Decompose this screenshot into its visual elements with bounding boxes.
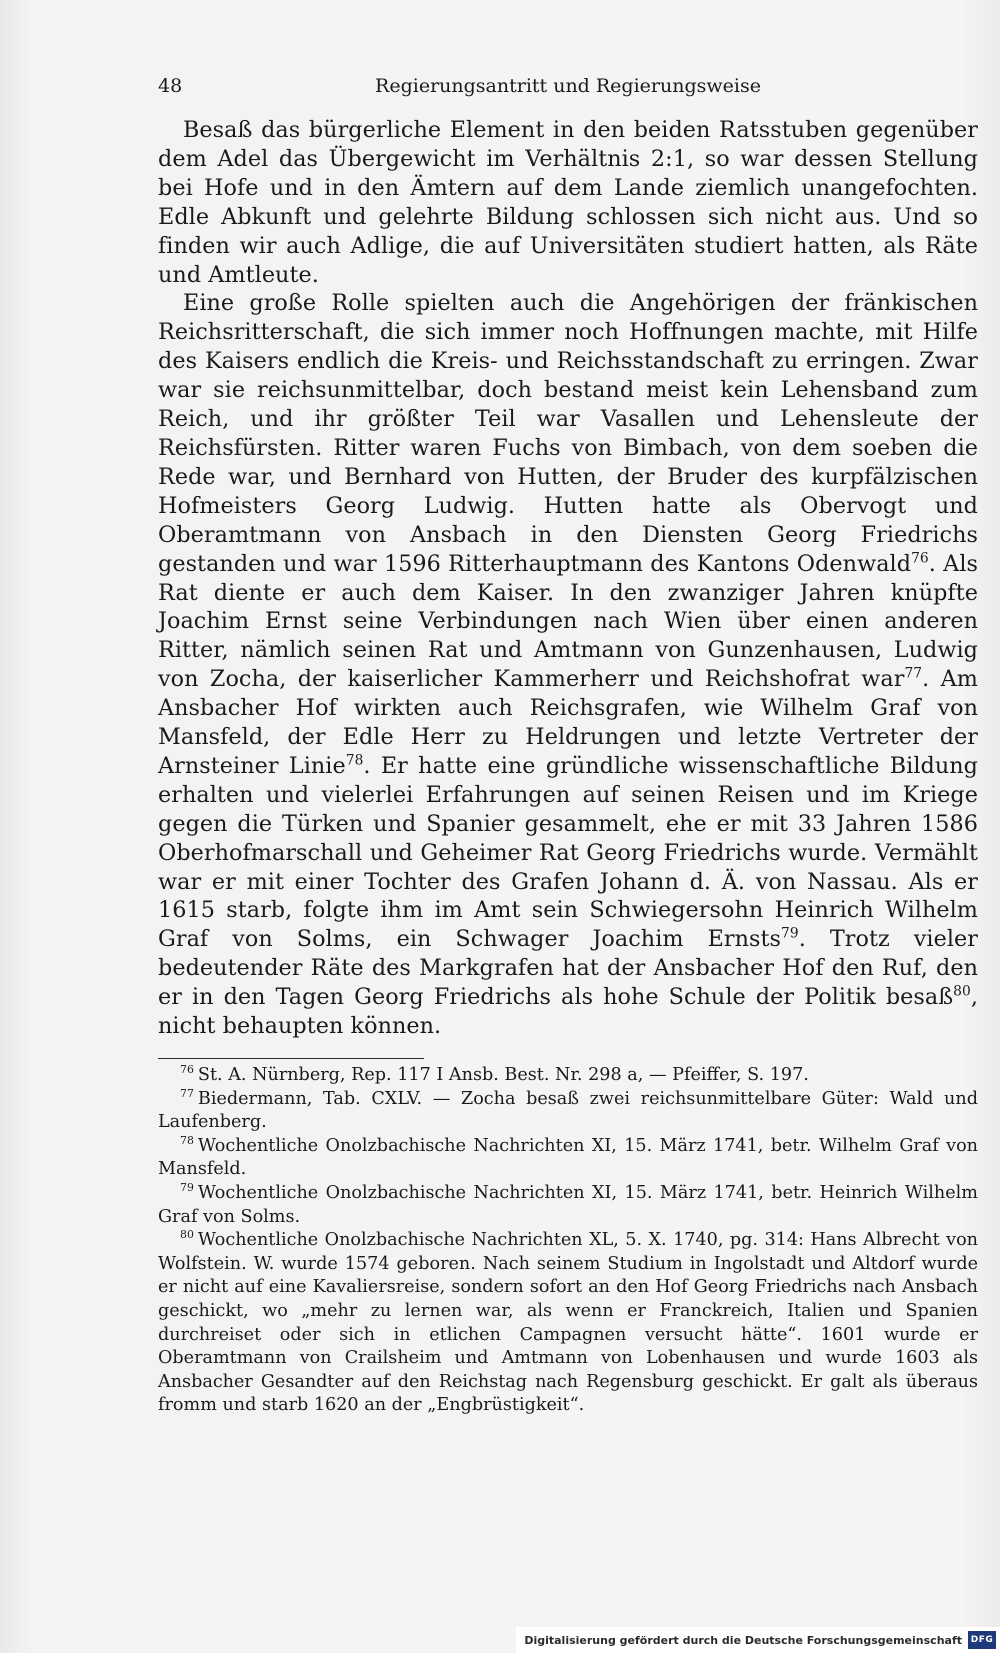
running-head: Regierungsantritt und Regierungsweise: [375, 75, 761, 97]
footnote: [158, 1229, 978, 1418]
footnote-divider: [158, 1058, 424, 1059]
text-run: , nicht behaupten können.: [158, 984, 978, 1040]
footnote: [158, 1064, 978, 1088]
footnote-text: Wochentliche Onolzbachische Nachrichten XL, 5. X. 1740, pg. 314: Hans Albrecht von Wolfstein. W. wurde 1574 geboren. Nach seinem Studium in Ingolstadt und Altdorf wurde er nicht auf eine Kavaliersreise, sondern sofort an den Hof Georg Friedrichs nach Ansbach geschickt, wo „mehr zu lernen war, als wenn er Franckreich, Italien und Spanien durchreiset oder sich in etlichen Campagnen versucht hätte“. 1601 wurde er Oberamtmann von Crailsheim und Amtmann von Lobenhausen und wurde 1603 als Ansbacher Gesandter auf den Reichstag nach Regensburg geschickt. Er galt als überaus fromm und starb 1620 an der „Engbrüstigkeit“.: [158, 1230, 978, 1416]
footnote-number: 76: [180, 1063, 194, 1077]
text-run: Eine große Rolle spielten auch die Angehörigen der fränkischen Reichsritterschaft, die sich immer noch Hoffnungen machte, mit Hilfe des Kaisers endlich die Kreis- und Reichsstandschaft zu erringen. Zwar war sie reichsunmittelbar, doch bestand meist kein Lehensband zum Reich, und ihr größter Teil war Vasallen und Lehensleute der Reichsfürsten. Ritter waren Fuchs von Bimbach, von dem soeben die Rede war, und Bernhard von Hutten, der Bruder des kurpfälzischen Hofmeisters Georg Ludwig. Hutten hatte als Obervogt und Oberamtmann von Ansbach in den Diensten Georg Friedrichs gestanden und war 1596 Ritterhauptmann des Kantons Odenwald: [158, 290, 978, 577]
digitization-credit: [516, 1627, 1000, 1653]
footnote-text: St. A. Nürnberg, Rep. 117 I Ansb. Best. Nr. 298 a, — Pfeiffer, S. 197.: [197, 1065, 809, 1085]
page-number: 48: [158, 75, 183, 97]
text-run: . Am Ansbacher Hof wirkten auch Reichsgrafen, wie Wilhelm Graf von Mansfeld, der Edle Herr zu Heldrungen und letzte Vertreter der Arnsteiner Linie: [158, 666, 978, 779]
footnote-ref: 76: [911, 550, 929, 567]
footnote: [158, 1088, 978, 1135]
footnote: [158, 1182, 978, 1229]
footnotes: [158, 1064, 978, 1418]
paragraph: Besaß das bürgerliche Element in den beiden Ratsstuben gegenüber dem Adel das Übergewicht im Verhältnis 2:1, so war dessen Stellung bei Hofe und in den Ämtern auf dem Lande ziemlich unangefochten. Edle Abkunft und gelehrte Bildung schlossen sich nicht aus. Und so finden wir auch Adlige, die auf Universitäten studiert hatten, als Räte und Amtleute.: [158, 117, 978, 288]
page-header: [158, 74, 978, 104]
footnote-text: Wochentliche Onolzbachische Nachrichten XI, 15. März 1741, betr. Wilhelm Graf von Mansfeld.: [158, 1135, 978, 1180]
text-run: . Trotz vieler bedeutender Räte des Markgrafen hat der Ansbacher Hof den Ruf, den er in den Tagen Georg Friedrichs als hohe Schule der Politik besaß: [158, 926, 978, 1011]
footnote-number: 78: [180, 1133, 194, 1147]
footnote-number: 80: [180, 1228, 194, 1242]
footnote-text: Biedermann, Tab. CXLV. — Zocha besaß zwei reichsunmittelbare Güter: Wald und Laufenberg.: [158, 1088, 978, 1133]
footnote-number: 79: [180, 1181, 194, 1195]
footnote-ref: 80: [953, 983, 971, 1000]
footnote-ref: 78: [345, 752, 364, 769]
text-run: . Als Rat diente er auch dem Kaiser. In den zwanziger Jahren knüpfte Joachim Ernst seine Verbindungen nach Wien über einen anderen Ritter, nämlich seinen Rat und Amtmann von Gunzenhausen, Ludwig von Zocha, der kaiserlicher Kammerherr und Reichshofrat war: [158, 550, 978, 693]
footnote-ref: 79: [781, 925, 799, 942]
paragraph: [158, 289, 978, 1041]
footnote-text: Wochentliche Onolzbachische Nachrichten XI, 15. März 1741, betr. Heinrich Wilhelm Graf von Solms.: [158, 1182, 978, 1227]
credit-text: Digitalisierung gefördert durch die Deutsche Forschungsgemeinschaft: [524, 1633, 962, 1647]
main-text: [158, 116, 978, 1041]
footnote-ref: 77: [904, 665, 923, 682]
text-run: . Er hatte eine gründliche wissenschaftliche Bildung erhalten und vielerlei Erfahrungen auf seinen Reisen und im Kriege gegen die Türken und Spanier gesammelt, ehe er mit 33 Jahren 1586 Oberhofmarschall und Geheimer Rat Georg Friedrichs wurde. Vermählt war er mit einer Tochter des Grafen Johann d. Ä. von Nassau. Als er 1615 starb, folgte ihm im Amt sein Schwiegersohn Heinrich Wilhelm Graf von Solms, ein Schwager Joachim Ernsts: [158, 752, 979, 953]
dfg-logo-icon: DFG: [968, 1631, 996, 1649]
footnote-number: 77: [180, 1086, 194, 1100]
footnote: [158, 1135, 978, 1182]
